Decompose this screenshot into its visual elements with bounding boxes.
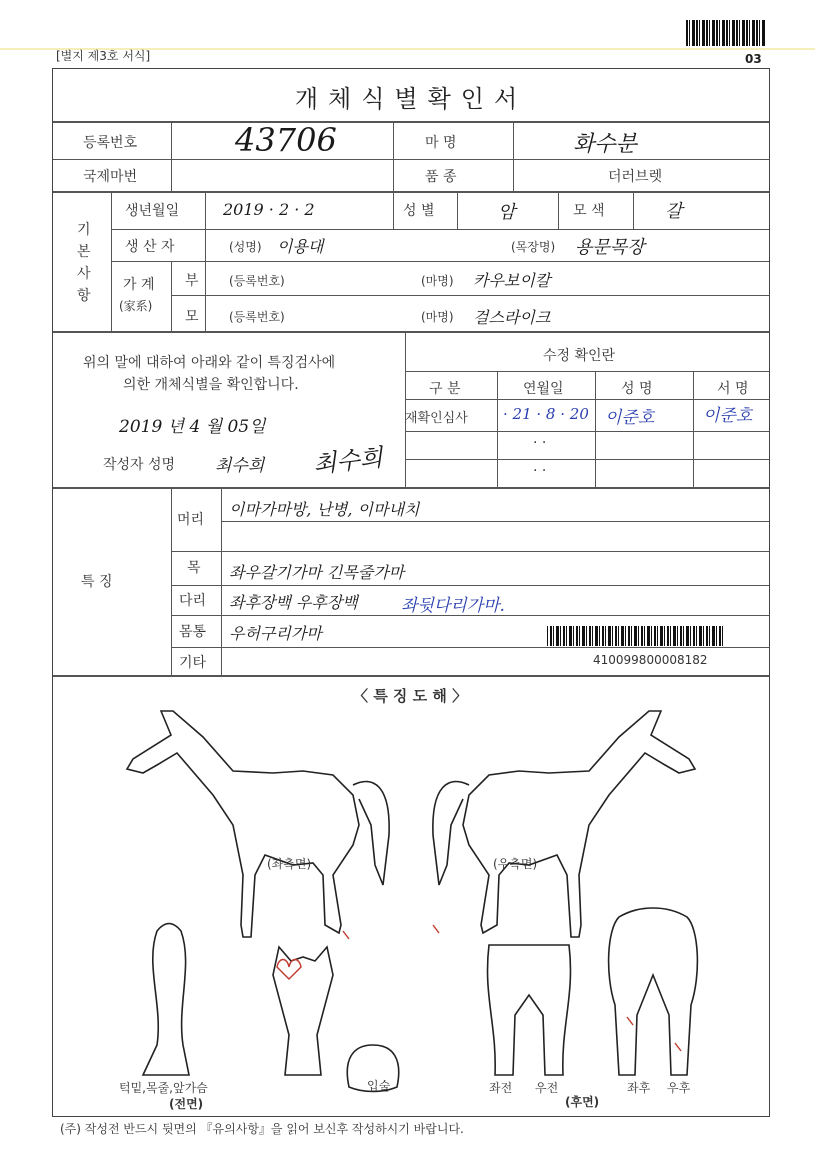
writer-name: 최수희 bbox=[215, 456, 265, 476]
neck-label: 목 bbox=[187, 560, 201, 576]
left-side-label: (좌측면) bbox=[267, 857, 312, 871]
pedigree-hanja: (家系) bbox=[119, 299, 153, 313]
body-value: 우허구리가마 bbox=[229, 624, 322, 643]
dam-name-value: 걸스라이크 bbox=[473, 308, 551, 327]
farm-label: (목장명) bbox=[511, 240, 556, 254]
body-label: 몸통 bbox=[179, 624, 207, 640]
dam-name-label: (마명) bbox=[421, 310, 454, 324]
head-label: 머리 bbox=[177, 512, 205, 528]
legs-label: 다리 bbox=[179, 593, 207, 609]
revision-title: 수정 확인란 bbox=[543, 348, 616, 364]
sire-reg-label: (등록번호) bbox=[229, 274, 285, 288]
rev-row3-dots: · · bbox=[533, 463, 547, 479]
breed-label: 품 종 bbox=[425, 169, 457, 185]
reg-no-label: 등록번호 bbox=[83, 135, 138, 151]
breeder-name-value: 이용대 bbox=[277, 237, 324, 256]
breeder-label: 생 산 자 bbox=[125, 239, 175, 255]
breed-value: 더러브렛 bbox=[608, 169, 663, 185]
horse-name-value: 화수분 bbox=[573, 132, 637, 157]
legs-extra: 좌뒷다리가마. bbox=[401, 596, 505, 616]
right-rear-label: 우후 bbox=[667, 1081, 691, 1095]
writer-label: 작성자 성명 bbox=[103, 457, 176, 473]
front-neck-view bbox=[143, 924, 189, 1076]
writer-signature: 최수희 bbox=[311, 443, 385, 479]
rear-view bbox=[609, 908, 698, 1075]
dam-reg-label: (등록번호) bbox=[229, 310, 285, 324]
other-label: 기타 bbox=[179, 655, 207, 671]
legs-value: 좌후장백 우후장백 bbox=[229, 593, 358, 612]
confirm-date: 2019 년 4 월 05일 bbox=[119, 417, 266, 437]
dam-label: 모 bbox=[185, 309, 199, 325]
right-front-label: 우전 bbox=[535, 1081, 559, 1095]
sire-label: 부 bbox=[185, 273, 199, 289]
features-label: 특 징 bbox=[81, 574, 113, 590]
sex-label: 성 별 bbox=[403, 203, 435, 219]
left-rear-label: 좌후 bbox=[627, 1081, 651, 1095]
rev-header-name: 성 명 bbox=[621, 381, 653, 397]
head-value: 이마가마방, 난병, 이마내치 bbox=[229, 500, 420, 519]
pedigree-label: 가 계 bbox=[123, 277, 155, 293]
right-side-label: (우측면) bbox=[493, 857, 538, 871]
rev-row1-sign: 이준호 bbox=[703, 406, 753, 426]
sire-name-label: (마명) bbox=[421, 274, 454, 288]
form-label: [별지 제3호 서식] bbox=[56, 49, 151, 63]
document-title: 개체식별확인서 bbox=[294, 85, 528, 113]
front-caption: 턱밑,목줄,앞가슴 bbox=[119, 1081, 208, 1095]
left-side-horse bbox=[127, 711, 359, 937]
top-barcode bbox=[686, 20, 766, 46]
statement-line1: 위의 말에 대하여 아래와 같이 특징검사에 bbox=[83, 355, 336, 371]
barcode-number: 410099800008182 bbox=[593, 653, 708, 667]
horse-diagram bbox=[53, 675, 769, 1095]
front-label: (전면) bbox=[169, 1097, 204, 1111]
birth-label: 생년월일 bbox=[125, 203, 180, 219]
rear-label: (후면) bbox=[565, 1095, 600, 1109]
sex-value: 암 bbox=[498, 202, 516, 223]
sire-name-value: 카우보이칼 bbox=[473, 271, 551, 290]
statement-line2: 의한 개체식별을 확인합니다. bbox=[123, 377, 299, 393]
breeder-name-label: (성명) bbox=[229, 240, 262, 254]
reg-no-value: 43706 bbox=[235, 121, 337, 159]
front-legs-view bbox=[487, 945, 570, 1075]
intl-no-label: 국제마번 bbox=[83, 169, 138, 185]
neck-value: 좌우갈기가마 긴목줄가마 bbox=[229, 563, 405, 582]
color-value: 갈 bbox=[665, 201, 683, 222]
rev-row1-type: 재확인심사 bbox=[405, 411, 468, 426]
rev-row2-dots: · · bbox=[533, 435, 547, 451]
left-front-label: 좌전 bbox=[489, 1081, 513, 1095]
right-side-horse bbox=[463, 711, 695, 937]
rev-row1-name: 이준호 bbox=[605, 408, 655, 428]
basic-section-label: 기 본 사 항 bbox=[77, 222, 91, 304]
rev-header-type: 구 분 bbox=[429, 381, 461, 397]
head-front-view bbox=[273, 947, 333, 1075]
certificate-form bbox=[52, 68, 770, 1117]
horse-name-label: 마 명 bbox=[425, 135, 457, 151]
rev-row1-date: · 21 · 8 · 20 bbox=[503, 405, 589, 423]
lips-label: 입술 bbox=[367, 1079, 391, 1093]
birth-value: 2019 · 2 · 2 bbox=[223, 200, 315, 219]
rev-header-sign: 서 명 bbox=[717, 381, 749, 397]
color-label: 모 색 bbox=[573, 203, 605, 219]
rev-header-date: 연월일 bbox=[523, 381, 564, 397]
page-number: 03 bbox=[745, 52, 762, 66]
id-barcode bbox=[547, 626, 725, 646]
farm-value: 용문목장 bbox=[575, 237, 645, 258]
diagram-title: 〈 특 징 도 해 〉 bbox=[353, 687, 468, 705]
footer-note: (주) 작성전 반드시 뒷면의 『유의사항』을 읽어 보신후 작성하시기 바랍니다. bbox=[60, 1122, 464, 1136]
